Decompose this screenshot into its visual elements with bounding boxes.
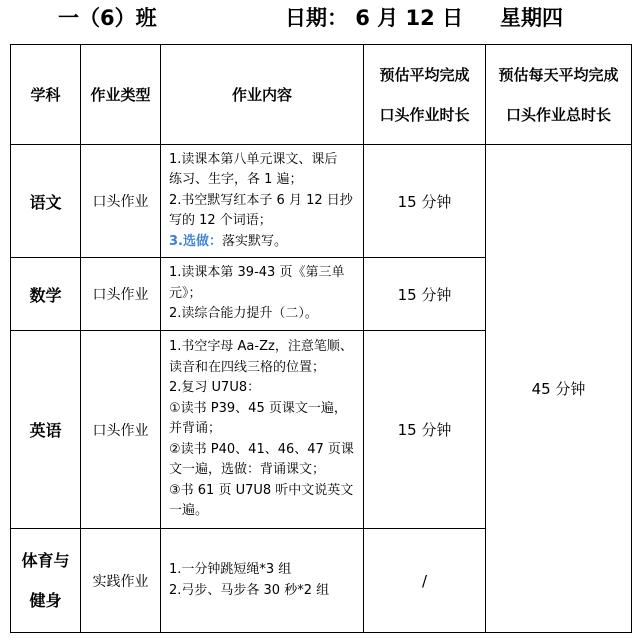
- subject-cell: [11, 529, 81, 633]
- content-line-optional: [169, 232, 357, 253]
- subject-line2: 健身: [29, 590, 62, 610]
- time-cell: 15 分钟: [364, 258, 486, 331]
- content-cell: [161, 145, 364, 258]
- header-avg-time-line1: 预估平均完成: [379, 65, 470, 84]
- content-line: 一遍。: [169, 503, 209, 519]
- weekday-label: 星期四: [500, 6, 563, 30]
- header-daily-total: [486, 45, 632, 145]
- content-line: 2.复习 U7U8：: [169, 380, 261, 396]
- header-content: 作业内容: [161, 45, 364, 145]
- subject-cell: 语文: [11, 145, 81, 258]
- daily-total-cell: 45 分钟: [486, 145, 632, 633]
- content-line: 读音和在四线三格的位置；: [169, 359, 326, 375]
- content-line: 1.一分钟跳短绳*3 组: [169, 562, 292, 577]
- content-cell: [161, 331, 364, 529]
- content-line: 文一遍，选做：背诵课文；: [169, 462, 326, 478]
- content-line: ③书 61 页 U7U8 听中文说英文: [169, 482, 354, 498]
- header-daily-total-line2: 口头作业总时长: [505, 105, 611, 124]
- content-cell: [161, 258, 364, 331]
- header-type: 作业类型: [81, 45, 161, 145]
- type-cell: 口头作业: [81, 145, 161, 258]
- content-line: 练习、生字，各 1 遍；: [169, 172, 303, 188]
- content-line: 1.读课本第 39-43 页《第三单: [169, 265, 345, 281]
- content-cell: [161, 529, 364, 633]
- page-header: [0, 0, 641, 36]
- header-avg-time: [364, 45, 486, 145]
- subject-line1: 体育与: [21, 550, 70, 570]
- homework-table: [10, 44, 632, 633]
- type-cell: 口头作业: [81, 258, 161, 331]
- type-cell: 口头作业: [81, 331, 161, 529]
- time-cell: 15 分钟: [364, 145, 486, 258]
- header-subject: 学科: [11, 45, 81, 145]
- content-line: 2.弓步、马步各 30 秒*2 组: [169, 582, 330, 598]
- header-avg-time-line2: 口头作业时长: [379, 105, 470, 124]
- table-header-row: [11, 45, 632, 145]
- content-line: 1.书空字母 Aa-Zz，注意笔顺、: [169, 339, 353, 355]
- optional-text: 落实默写。: [221, 233, 287, 249]
- date-label: 日期： 6 月 12 日: [285, 6, 464, 30]
- content-line: 写的 12 个词语；: [169, 213, 272, 229]
- content-line: ②读书 P40、41、46、47 页课: [169, 441, 354, 457]
- table-row-chinese: [11, 145, 632, 258]
- time-cell: 15 分钟: [364, 331, 486, 529]
- class-label: 一（6）班: [58, 6, 157, 30]
- content-line: 元》；: [169, 285, 202, 301]
- subject-cell: 英语: [11, 331, 81, 529]
- subject-cell: 数学: [11, 258, 81, 331]
- optional-highlight: 3.选做：: [169, 233, 222, 249]
- time-cell: /: [364, 529, 486, 633]
- type-cell: 实践作业: [81, 529, 161, 633]
- content-line: 2.书空默写红本子 6 月 12 日抄: [169, 192, 353, 208]
- header-daily-total-line1: 预估每天平均完成: [498, 65, 619, 84]
- content-line: 1.读课本第八单元课文、课后: [169, 151, 338, 167]
- content-line: 2.读综合能力提升（二）。: [169, 306, 318, 322]
- content-line: ①读书 P39、45 页课文一遍，: [169, 400, 347, 416]
- content-line: 并背诵；: [169, 421, 222, 437]
